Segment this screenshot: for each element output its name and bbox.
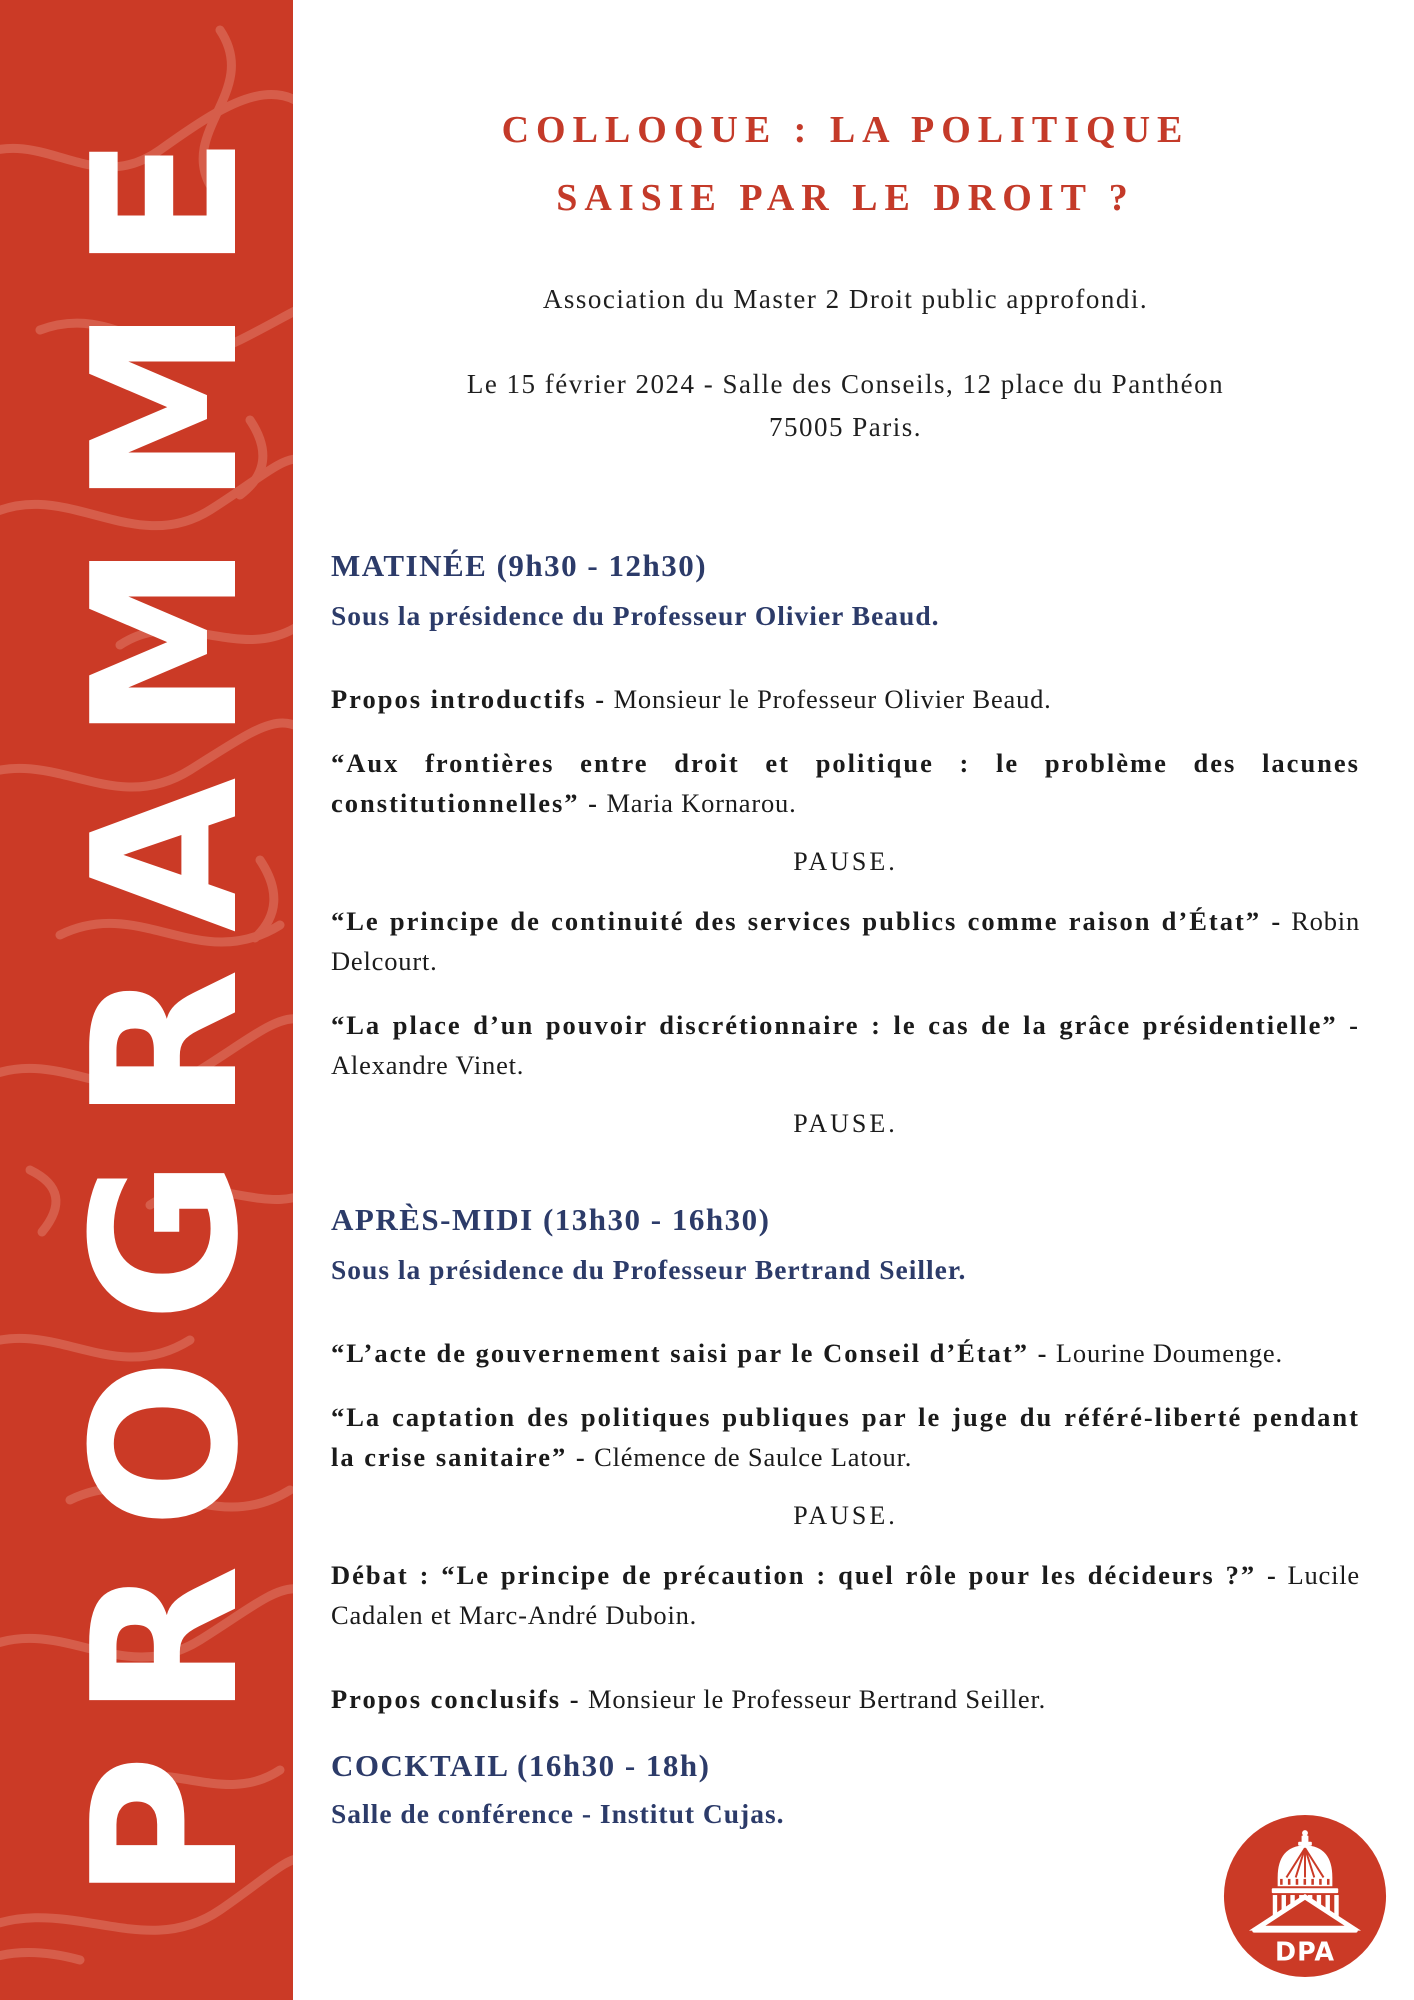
program-item <box>331 1555 1360 1635</box>
section-chair-morning: Sous la présidence du Professeur Olivier Beaud. <box>331 600 940 631</box>
item-speaker: Clémence de Saulce Latour. <box>594 1442 913 1472</box>
section-morning <box>331 545 1360 1139</box>
section-heading-cocktail: COCKTAIL (16h30 - 18h) <box>331 1748 711 1783</box>
program-content <box>293 0 1414 2000</box>
item-title: “Aux frontières entre droit et politique : le problème des lacunes constitutionnelles” - <box>331 748 1360 818</box>
program-item <box>331 1397 1360 1477</box>
poster-title-line1: COLLOQUE : LA POLITIQUE <box>501 109 1190 151</box>
pause-label: PAUSE. <box>793 847 898 876</box>
item-title: “L’acte de gouvernement saisi par le Conseil d’État” - <box>331 1338 1049 1368</box>
item-speaker: Maria Kornarou. <box>606 788 797 818</box>
dpa-logo-label: DPA <box>1275 1936 1335 1967</box>
section-cocktail <box>331 1745 1360 1833</box>
section-heading-matinee: MATINÉE (9h30 - 12h30) <box>331 548 708 583</box>
section-afternoon <box>331 1199 1360 1719</box>
item-title: “La place d’un pouvoir discrétionnaire : le cas de la grâce présidentielle” - <box>331 1010 1360 1040</box>
poster-title <box>331 96 1360 232</box>
program-item <box>331 1679 1360 1719</box>
item-speaker: Lucile Cadalen et Marc-André Duboin. <box>331 1560 1360 1630</box>
item-speaker: Monsieur le Professeur Olivier Beaud. <box>613 684 1052 714</box>
item-speaker: Robin Delcourt. <box>331 906 1360 976</box>
event-date-location: Le 15 février 2024 - Salle des Conseils, 12 place du Panthéon <box>466 369 1225 399</box>
program-item <box>331 679 1360 719</box>
event-info <box>331 363 1360 449</box>
pantheon-icon <box>1222 1813 1388 1979</box>
item-speaker: Alexandre Vinet. <box>331 1050 525 1080</box>
item-title: “La captation des politiques publiques par le juge du référé-liberté pendant la crise sanitaire” - <box>331 1402 1360 1472</box>
program-item <box>331 1333 1360 1373</box>
vertical-programme-label: PROGRAMME <box>49 98 283 1902</box>
item-title: Propos introductifs - <box>331 684 607 714</box>
red-side-band <box>0 0 293 2000</box>
pause-label: PAUSE. <box>793 1501 898 1530</box>
item-title: “Le principe de continuité des services publics comme raison d’État” - <box>331 906 1283 936</box>
program-item <box>331 901 1360 981</box>
event-postcode-city: 75005 Paris. <box>769 412 922 442</box>
organizer-line: Association du Master 2 Droit public approfondi. <box>542 284 1149 314</box>
poster-title-line2: SAISIE PAR LE DROIT ? <box>556 177 1135 219</box>
item-title: Propos conclusifs - <box>331 1684 581 1714</box>
section-chair-afternoon: Sous la présidence du Professeur Bertrand Seiller. <box>331 1254 967 1285</box>
dpa-logo <box>1222 1813 1388 1979</box>
section-heading-apres-midi: APRÈS-MIDI (13h30 - 16h30) <box>331 1202 771 1237</box>
program-item <box>331 743 1360 823</box>
cocktail-location: Salle de conférence - Institut Cujas. <box>331 1798 785 1829</box>
item-speaker: Lourine Doumenge. <box>1055 1338 1283 1368</box>
pause-label: PAUSE. <box>793 1109 898 1138</box>
item-speaker: Monsieur le Professeur Bertrand Seiller. <box>587 1684 1047 1714</box>
program-item <box>331 1005 1360 1085</box>
item-title: Débat : “Le principe de précaution : quel rôle pour les décideurs ?” - <box>331 1560 1278 1590</box>
